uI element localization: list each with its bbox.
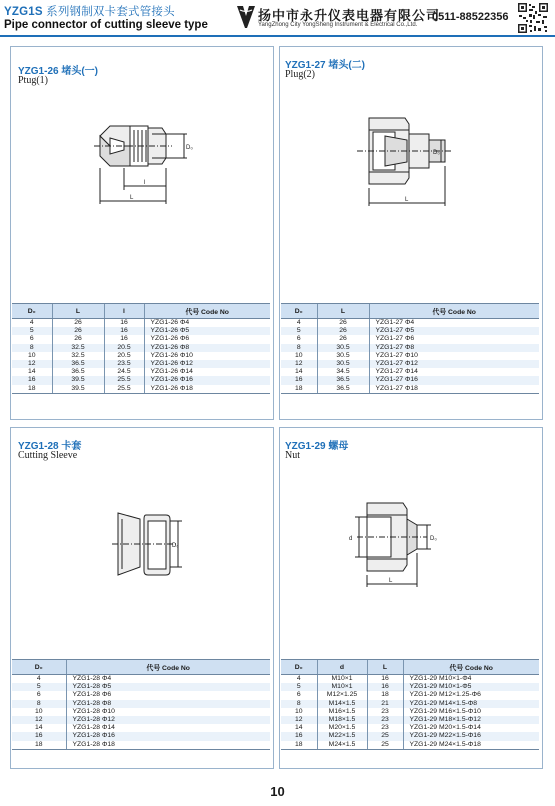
table-row [281,360,539,368]
table-cell: YZG1-27 Φ14 [369,368,539,376]
column-header: L [317,304,369,319]
qr-code-icon [517,2,549,34]
table-row [12,732,270,740]
table-cell: 5 [281,683,317,691]
table-cell: YZG1-28 Φ6 [66,691,270,699]
table-cell: 12 [12,360,52,368]
table-cell: 16 [367,683,403,691]
table-row [281,675,539,684]
table-cell: 8 [12,700,66,708]
spec-table-yzg1-29 [281,659,539,750]
table-cell: 14 [294,368,303,376]
table-header-row [281,304,539,319]
table-cell: 16 [12,376,52,384]
table-cell: 6 [296,691,301,699]
table-cell: 32.5 [52,352,104,360]
table-cell: M24×1.5 [317,741,367,750]
company-logo [236,4,256,30]
table-cell: YZG1-29 M22×1.5-Φ16 [403,732,539,740]
table-row [281,385,539,394]
table-cell: 16 [281,376,317,384]
column-header: 代号 Code No [144,304,270,319]
table-cell: 12 [281,716,317,724]
table-cell: 32.5 [52,344,104,352]
table-cell: 26 [317,319,369,328]
table-row [281,741,539,750]
table-row [12,691,270,699]
table-cell: YZG1-28 Φ5 [66,683,270,691]
table-cell: 20.5 [104,344,144,352]
table-cell: 6 [29,335,34,343]
table-cell: 20.5 [104,352,144,360]
table-cell: 16 [104,319,144,328]
table-cell: 4 [36,675,41,683]
table-cell: 24.5 [104,368,144,376]
company-name-en: YangZhong City YongSheng Instrument & Electrical Co.,Ltd. [258,22,418,28]
column-header: 代号 Code No [66,660,270,675]
panel-title: YZG1-29 螺母 [285,441,349,452]
table-header-row [281,660,539,675]
table-cell: 39.5 [52,376,104,384]
table-cell: YZG1-27 Φ5 [369,327,539,335]
table-cell: 6 [296,335,301,343]
table-cell: 4 [29,319,34,327]
table-cell: 8 [281,344,317,352]
table-cell: 18 [367,691,403,699]
table-row [281,352,539,360]
table-cell: 16 [281,732,317,740]
table-cell: 8 [12,344,52,352]
table-cell: YZG1-27 Φ8 [369,344,539,352]
table-cell: 18 [12,385,52,394]
table-cell: 25.5 [104,385,144,394]
table-cell: 5 [12,327,52,335]
series-title [4,3,175,19]
table-cell: YZG1-26 Φ5 [144,327,270,335]
dim-label-d0: D₀ [433,150,440,156]
series-title-cn: 系列钢制双卡套式管接头 [46,6,175,18]
spec-table-yzg1-26 [12,303,270,394]
plug2-drawing [355,110,465,215]
table-cell: 14 [27,368,36,376]
dim-label-L: L [130,195,134,201]
table-cell: 36.5 [317,385,369,394]
table-row [281,327,539,335]
table-cell: 23 [367,716,403,724]
table-cell: 10 [34,707,43,715]
table-cell: YZG1-27 Φ4 [369,319,539,328]
table-header-row [12,304,270,319]
spec-table-yzg1-27 [281,303,539,394]
table-row [281,335,539,343]
table-cell: 34.5 [317,368,369,376]
table-cell: M10×1 [317,675,367,684]
table-cell: 25 [367,732,403,740]
table-cell: 26 [317,327,369,335]
table-row [281,700,539,708]
table-row [281,319,539,328]
table-cell: 8 [281,700,317,708]
table-cell: 4 [296,675,301,683]
table-cell: YZG1-28 Φ14 [66,724,270,732]
table-cell: YZG1-28 Φ8 [66,700,270,708]
table-row [12,344,270,352]
table-cell: 39.5 [52,385,104,394]
dim-label-d0: D₀ [186,145,193,151]
table-cell: YZG1-28 Φ10 [66,708,270,716]
table-cell: 4 [296,319,301,327]
cutting-sleeve-drawing [110,505,190,585]
dim-label-L: L [389,578,393,584]
table-cell: 23 [367,724,403,732]
panel-subtitle: Plug(2) [285,69,315,80]
table-cell: 25 [367,741,403,750]
table-cell: 36.5 [317,376,369,384]
table-cell: 18 [12,741,66,750]
table-cell: 23.5 [104,360,144,368]
table-row [12,368,270,376]
table-cell: M10×1 [317,683,367,691]
dim-label-l: l [144,180,146,186]
table-row [12,319,270,328]
table-cell: YZG1-28 Φ18 [66,741,270,750]
table-cell: 14 [294,724,303,732]
series-code: YZG1S [4,6,43,18]
table-cell: YZG1-28 Φ12 [66,716,270,724]
table-cell: YZG1-27 Φ6 [369,335,539,343]
table-cell: 5 [12,683,66,691]
table-cell: YZG1-26 Φ16 [144,376,270,384]
column-header: D₀ [12,304,52,319]
table-row [12,327,270,335]
table-cell: 5 [281,327,317,335]
table-cell: 16 [104,335,144,343]
table-cell: YZG1-26 Φ18 [144,385,270,394]
plug1-drawing [90,118,210,208]
series-title-en: Pipe connector of cutting sleeve type [4,19,208,31]
table-cell: 26 [317,335,369,343]
table-cell: YZG1-26 Φ12 [144,360,270,368]
table-cell: YZG1-27 Φ18 [369,385,539,394]
table-row [281,376,539,384]
phone-number: 0511-88522356 [432,11,509,23]
column-header: L [367,660,403,675]
table-row [12,741,270,750]
table-cell: YZG1-27 Φ12 [369,360,539,368]
table-cell: YZG1-29 M10×1-Φ4 [403,675,539,684]
table-cell: 12 [281,360,317,368]
table-cell: YZG1-26 Φ6 [144,335,270,343]
table-row [12,675,270,684]
table-row [281,708,539,716]
table-row [12,335,270,343]
table-cell: 10 [294,351,303,359]
panel-title: YZG1-27 堵头(二) [285,60,366,71]
table-cell: YZG1-29 M14×1.5-Φ8 [403,700,539,708]
table-row [12,708,270,716]
table-row [281,683,539,691]
table-cell: 10 [27,351,36,359]
table-cell: YZG1-27 Φ10 [369,352,539,360]
table-cell: 21 [367,700,403,708]
nut-drawing [345,495,455,590]
table-row [281,691,539,699]
table-cell: YZG1-29 M20×1.5-Φ14 [403,724,539,732]
panel-subtitle: Nut [285,450,300,461]
table-row [12,360,270,368]
column-header: d [317,660,367,675]
panel-subtitle: Ptug(1) [18,75,48,86]
table-cell: 30.5 [317,344,369,352]
table-cell: 16 [104,327,144,335]
table-cell: YZG1-29 M16×1.5-Φ10 [403,708,539,716]
table-cell: YZG1-28 Φ16 [66,732,270,740]
panel-title: YZG1-26 堵头(一) [18,66,99,77]
column-header: 代号 Code No [403,660,539,675]
table-cell: 30.5 [317,352,369,360]
table-cell: 30.5 [317,360,369,368]
header-divider [0,35,555,37]
table-cell: 14 [34,724,43,732]
table-row [281,724,539,732]
table-row [12,376,270,384]
table-cell: YZG1-29 M10×1-Φ5 [403,683,539,691]
table-cell: 26 [52,327,104,335]
table-cell: 12 [12,716,66,724]
page-number: 10 [270,784,285,799]
table-cell: YZG1-29 M24×1.5-Φ18 [403,741,539,750]
table-row [281,344,539,352]
table-cell: YZG1-28 Φ4 [66,675,270,684]
dim-label-d0: D₀ [430,536,437,542]
column-header: l [104,304,144,319]
table-cell: 26 [52,335,104,343]
table-row [12,716,270,724]
table-cell: M16×1.5 [317,708,367,716]
column-header: D₀ [281,660,317,675]
table-row [281,716,539,724]
column-header: D₀ [281,304,317,319]
table-cell: YZG1-26 Φ4 [144,319,270,328]
table-cell: YZG1-26 Φ8 [144,344,270,352]
table-row [12,700,270,708]
table-row [12,683,270,691]
table-row [281,732,539,740]
table-cell: M18×1.5 [317,716,367,724]
table-row [12,724,270,732]
company-name-cn: 扬中市永升仪表电器有限公司 [258,8,441,23]
table-header-row [12,660,270,675]
column-header: L [52,304,104,319]
table-row [281,368,539,376]
table-cell: YZG1-29 M18×1.5-Φ12 [403,716,539,724]
table-cell: YZG1-29 M12×1.25-Φ6 [403,691,539,699]
dim-label-d0: D₀ [172,543,179,549]
table-cell: 6 [36,691,41,699]
spec-table-yzg1-28 [12,659,270,750]
table-cell: 36.5 [52,368,104,376]
table-cell: 18 [281,741,317,750]
table-cell: 25.5 [104,376,144,384]
table-cell: 18 [281,385,317,394]
table-row [12,385,270,394]
table-cell: YZG1-27 Φ16 [369,376,539,384]
panel-title: YZG1-28 卡套 [18,441,82,452]
table-cell: 26 [52,319,104,328]
table-cell: M20×1.5 [317,724,367,732]
table-cell: 10 [294,707,303,715]
column-header: 代号 Code No [369,304,539,319]
dim-label-L: L [405,197,409,203]
table-cell: M22×1.5 [317,732,367,740]
table-cell: 16 [367,675,403,684]
table-cell: YZG1-26 Φ14 [144,368,270,376]
column-header: D₀ [12,660,66,675]
table-cell: 23 [367,708,403,716]
table-cell: YZG1-26 Φ10 [144,352,270,360]
table-cell: 36.5 [52,360,104,368]
table-cell: M14×1.5 [317,700,367,708]
panel-subtitle: Cutting Sleeve [18,450,78,461]
dim-label-d: d [349,536,353,542]
table-cell: M12×1.25 [317,691,367,699]
table-cell: 16 [12,732,66,740]
table-row [12,352,270,360]
